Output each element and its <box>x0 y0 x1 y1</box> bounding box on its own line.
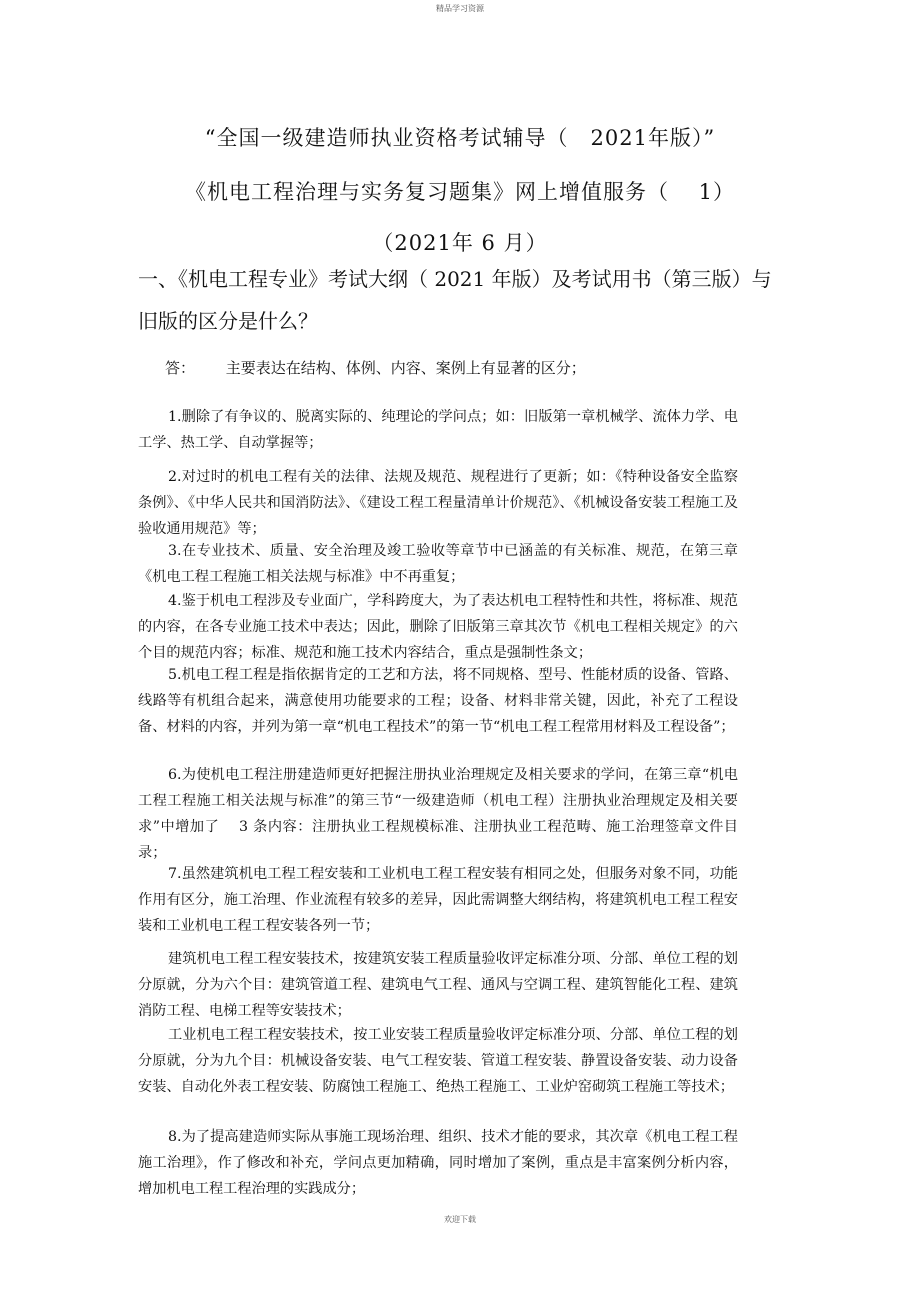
title-line-3: （2021年 6 月） <box>372 231 548 255</box>
paragraph-2: 2.对过时的机电工程有关的法律、法规及规范、规程进行了更新；如：《特种设备安全监察条例》、《中华人民共和国消防法》、《建设工程工程量清单计价规范》、《机械设备安装工程施工及验收通用规范》等； <box>138 469 738 537</box>
page-header: 精品学习资源 <box>436 4 484 13</box>
paragraph-3: 3.在专业技术、质量、安全治理及竣工验收等章节中已涵盖的有关标准、规范，在第三章《机电工程工程施工相关法规与标准》中不再重复； <box>138 543 738 585</box>
paragraph-8: 8.为了提高建造师实际从事施工现场治理、组织、技术才能的要求，其次章《机电工程工程施工治理》，作了修改和补充，学问点更加精确，同时增加了案例，重点是丰富案例分析内容，增加机电工程工程治理的实践成分； <box>138 1129 738 1197</box>
title-line-2: 《机电工程治理与实务复习题集》网上增值服务（ 1） <box>184 180 736 204</box>
paragraph-building: 建筑机电工程工程安装技术，按建筑安装工程质量验收评定标准分项、分部、单位工程的划分原就，分为六个目：建筑管道工程、建筑电气工程、通风与空调工程、建筑智能化工程、建筑消防工程、电梯工程等安装技术； <box>138 951 738 1019</box>
title-line-1: “全国一级建造师执业资格考试辅导（ 2021年版）” <box>204 126 716 150</box>
answer-label: 答： <box>165 359 196 377</box>
paragraph-7: 7.虽然建筑机电工程工程安装和工业机电工程工程安装有相同之处，但服务对象不同，功能作用有区分，施工治理、作业流程有较多的差异，因此需调整大纲结构，将建筑机电工程工程安装和工业机电工程工程安装各列一节； <box>138 866 738 934</box>
paragraph-industrial: 工业机电工程工程安装技术，按工业安装工程质量验收评定标准分项、分部、单位工程的划分原就，分为九个目：机械设备安装、电气工程安装、管道工程安装、静置设备安装、动力设备安装、自动化外表工程安装、防腐蚀工程施工、绝热工程施工、工业炉窑砌筑工程施工等技术； <box>138 1027 738 1095</box>
page-footer: 欢迎下载 <box>444 1215 476 1224</box>
answer-summary: 主要表达在结构、体例、内容、案例上有显著的区分； <box>225 359 586 377</box>
answer-intro <box>165 357 586 378</box>
paragraph-1: 1.删除了有争议的、脱离实际的、纯理论的学问点；如：旧版第一章机械学、流体力学、电工学、热工学、自动掌握等； <box>138 409 738 451</box>
question-heading: 一、《机电工程专业》考试大纲（ 2021 年版）及考试用书（第三版）与旧版的区分是什么？ <box>138 267 772 333</box>
paragraph-5: 5.机电工程工程是指依据肯定的工艺和方法，将不同规格、型号、性能材质的设备、管路、线路等有机组合起来，满意使用功能要求的工程；设备、材料非常关键，因此，补充了工程设备、材料的内容，并列为第一章“机电工程技术”的第一节“机电工程工程常用材料及工程设备”； <box>138 667 738 735</box>
paragraph-6: 6.为使机电工程注册建造师更好把握注册执业治理规定及相关要求的学问，在第三章“机电工程工程施工相关法规与标准”的第三节“一级建造师（机电工程）注册执业治理规定及相关要求”中增加了 3 条内容：注册执业工程规模标准、注册执业工程范畴、施工治理签章文件目录； <box>138 767 738 861</box>
paragraph-4: 4.鉴于机电工程涉及专业面广，学科跨度大，为了表达机电工程特性和共性，将标准、规范的内容，在各专业施工技术中表达；因此，删除了旧版第三章其次节《机电工程相关规定》的六个目的规范内容；标准、规范和施工技术内容结合，重点是强制性条文； <box>138 593 738 661</box>
